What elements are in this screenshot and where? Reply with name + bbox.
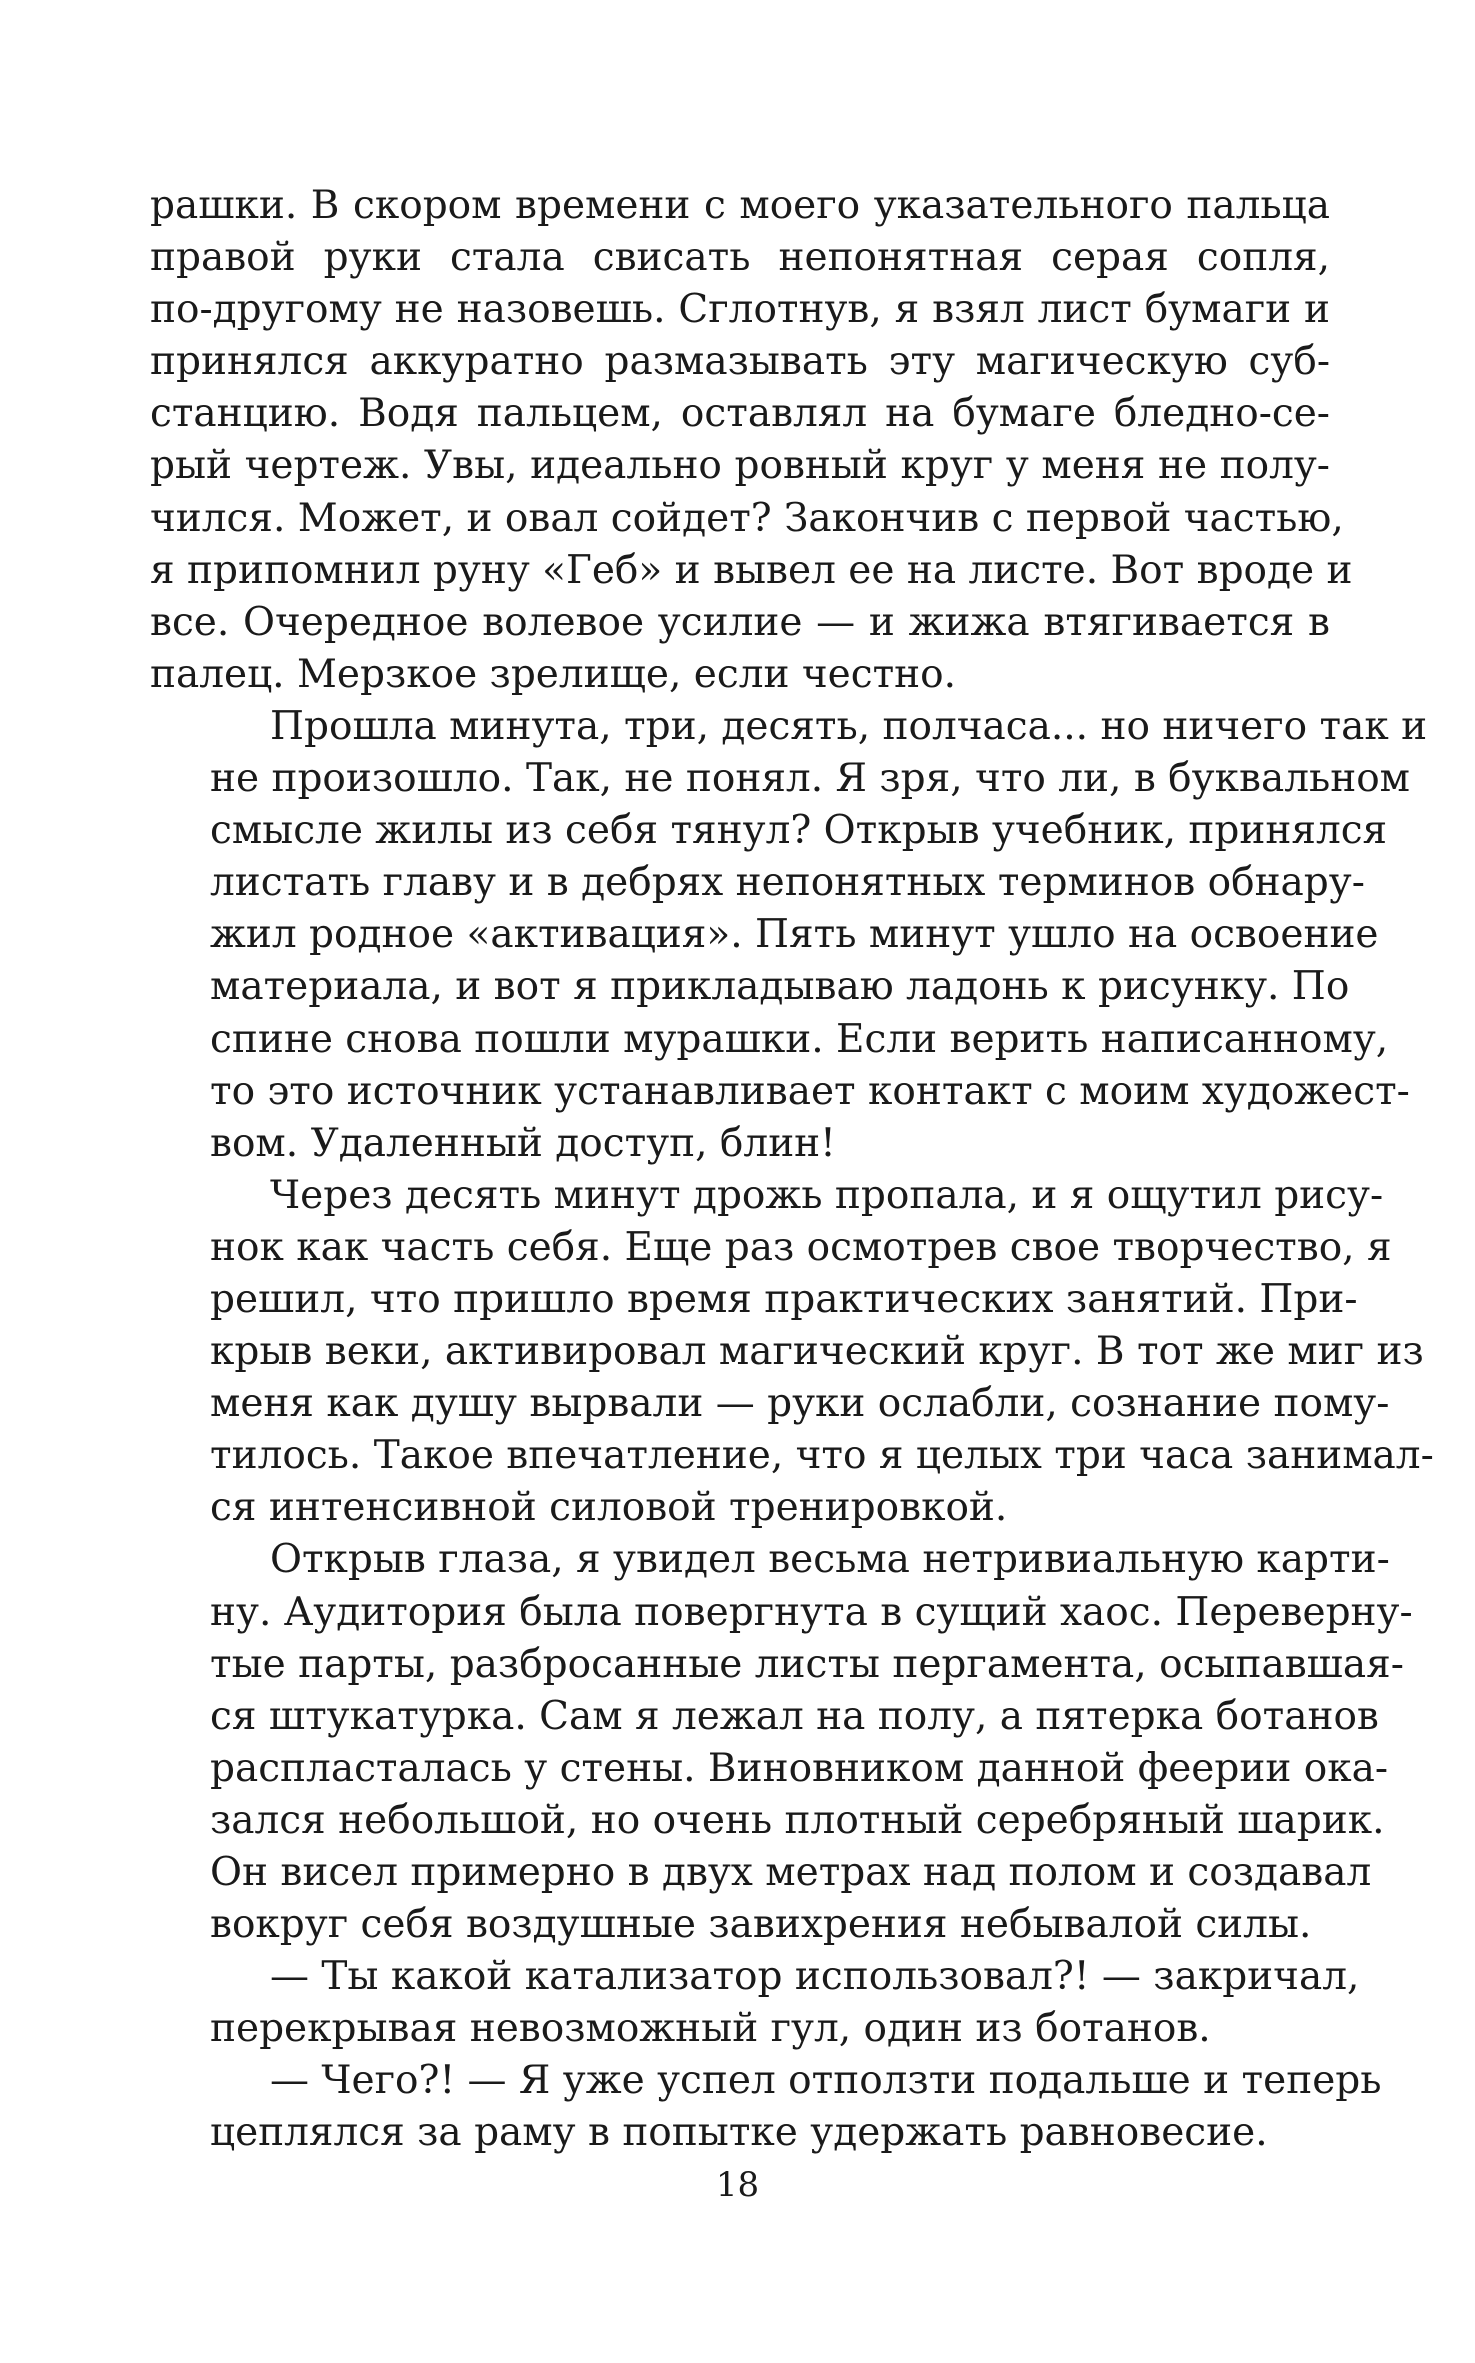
text-line: смысле жилы из себя тянул? Открыв учебник, принялся — [210, 808, 1388, 854]
paragraph-4 — [150, 1534, 1413, 1951]
text-line: крыв веки, активировал магический круг. В тот же миг из — [210, 1329, 1424, 1375]
text-line: рашки. В скором времени с моего указательного пальца — [150, 183, 1330, 228]
text-line: правой руки стала свисать непонятная серая сопля, — [150, 235, 1330, 281]
text-line: цеплялся за раму в попытке удержать равновесие. — [210, 2110, 1268, 2156]
text-line: листать главу и в дебрях непонятных терминов обнару- — [210, 860, 1365, 906]
text-line: все. Очередное волевое усилие — и жижа втягивается в — [150, 599, 1330, 645]
text-line: Прошла минута, три, десять, полчаса... но ничего так и — [270, 703, 1428, 749]
text-line: чился. Может, и овал сойдет? Закончив с первой частью, — [150, 495, 1344, 541]
text-line: нок как часть себя. Еще раз осмотрев свое творчество, я — [210, 1224, 1392, 1270]
text-line: Открыв глаза, я увидел весьма нетривиальную карти- — [270, 1537, 1390, 1583]
text-line: жил родное «активация». Пять минут ушло на освоение — [210, 912, 1379, 958]
page-number: 18 — [715, 2165, 760, 2205]
text-line: принялся аккуратно размазывать эту магическую суб- — [150, 339, 1330, 385]
text-line: — Чего?! — Я уже успел отползти подальше и теперь — [270, 2058, 1382, 2104]
text-line: тые парты, разбросанные листы пергамента, осыпавшая- — [210, 1641, 1404, 1687]
text-line: решил, что пришло время практических занятий. При- — [210, 1276, 1358, 1322]
text-line: — Ты какой катализатор использовал?! — закричал, — [270, 1954, 1360, 2000]
text-line: палец. Мерзкое зрелище, если честно. — [150, 651, 957, 697]
text-line: рый чертеж. Увы, идеально ровный круг у меня не полу- — [150, 443, 1330, 489]
text-line: спине снова пошли мурашки. Если верить написанному, — [210, 1016, 1389, 1062]
text-line: Через десять минут дрожь пропала, и я ощутил рису- — [270, 1172, 1384, 1218]
text-line: ся штукатурка. Сам я лежал на полу, а пятерка ботанов — [210, 1693, 1379, 1739]
body-text — [150, 180, 1434, 2160]
text-line: не произошло. Так, не понял. Я зря, что ли, в буквальном — [210, 756, 1411, 802]
text-line: вокруг себя воздушные завихрения небывалой силы. — [210, 1902, 1312, 1948]
text-line: вом. Удаленный доступ, блин! — [210, 1120, 836, 1166]
text-line: распласталась у стены. Виновником данной феерии ока- — [210, 1745, 1389, 1791]
text-line: то это источник устанавливает контакт с моим художест- — [210, 1068, 1410, 1114]
text-line: станцию. Водя пальцем, оставлял на бумаге бледно-се- — [150, 391, 1330, 437]
text-line: тилось. Такое впечатление, что я целых три часа занимал- — [210, 1433, 1434, 1479]
text-line: ся интенсивной силовой тренировкой. — [210, 1485, 1008, 1531]
text-line: зался небольшой, но очень плотный серебряный шарик. — [210, 1797, 1385, 1843]
paragraph-5 — [150, 1951, 1360, 2055]
paragraph-3 — [150, 1170, 1434, 1535]
paragraph-1 — [150, 180, 1353, 701]
text-line: Он висел примерно в двух метрах над полом и создавал — [210, 1850, 1372, 1895]
paragraph-2 — [150, 701, 1428, 1170]
text-line: перекрывая невозможный гул, один из ботанов. — [210, 2006, 1211, 2052]
text-line: материала, и вот я прикладываю ладонь к рисунку. По — [210, 964, 1350, 1010]
text-line: я припомнил руну «Геб» и вывел ее на листе. Вот вроде и — [150, 547, 1353, 593]
paragraph-6 — [150, 2055, 1382, 2159]
text-line: по-другому не назовешь. Сглотнув, я взял лист бумаги и — [150, 287, 1330, 333]
text-line: меня как душу вырвали — руки ослабли, сознание пому- — [210, 1381, 1390, 1427]
text-line: ну. Аудитория была повергнута в сущий хаос. Переверну- — [210, 1589, 1413, 1635]
